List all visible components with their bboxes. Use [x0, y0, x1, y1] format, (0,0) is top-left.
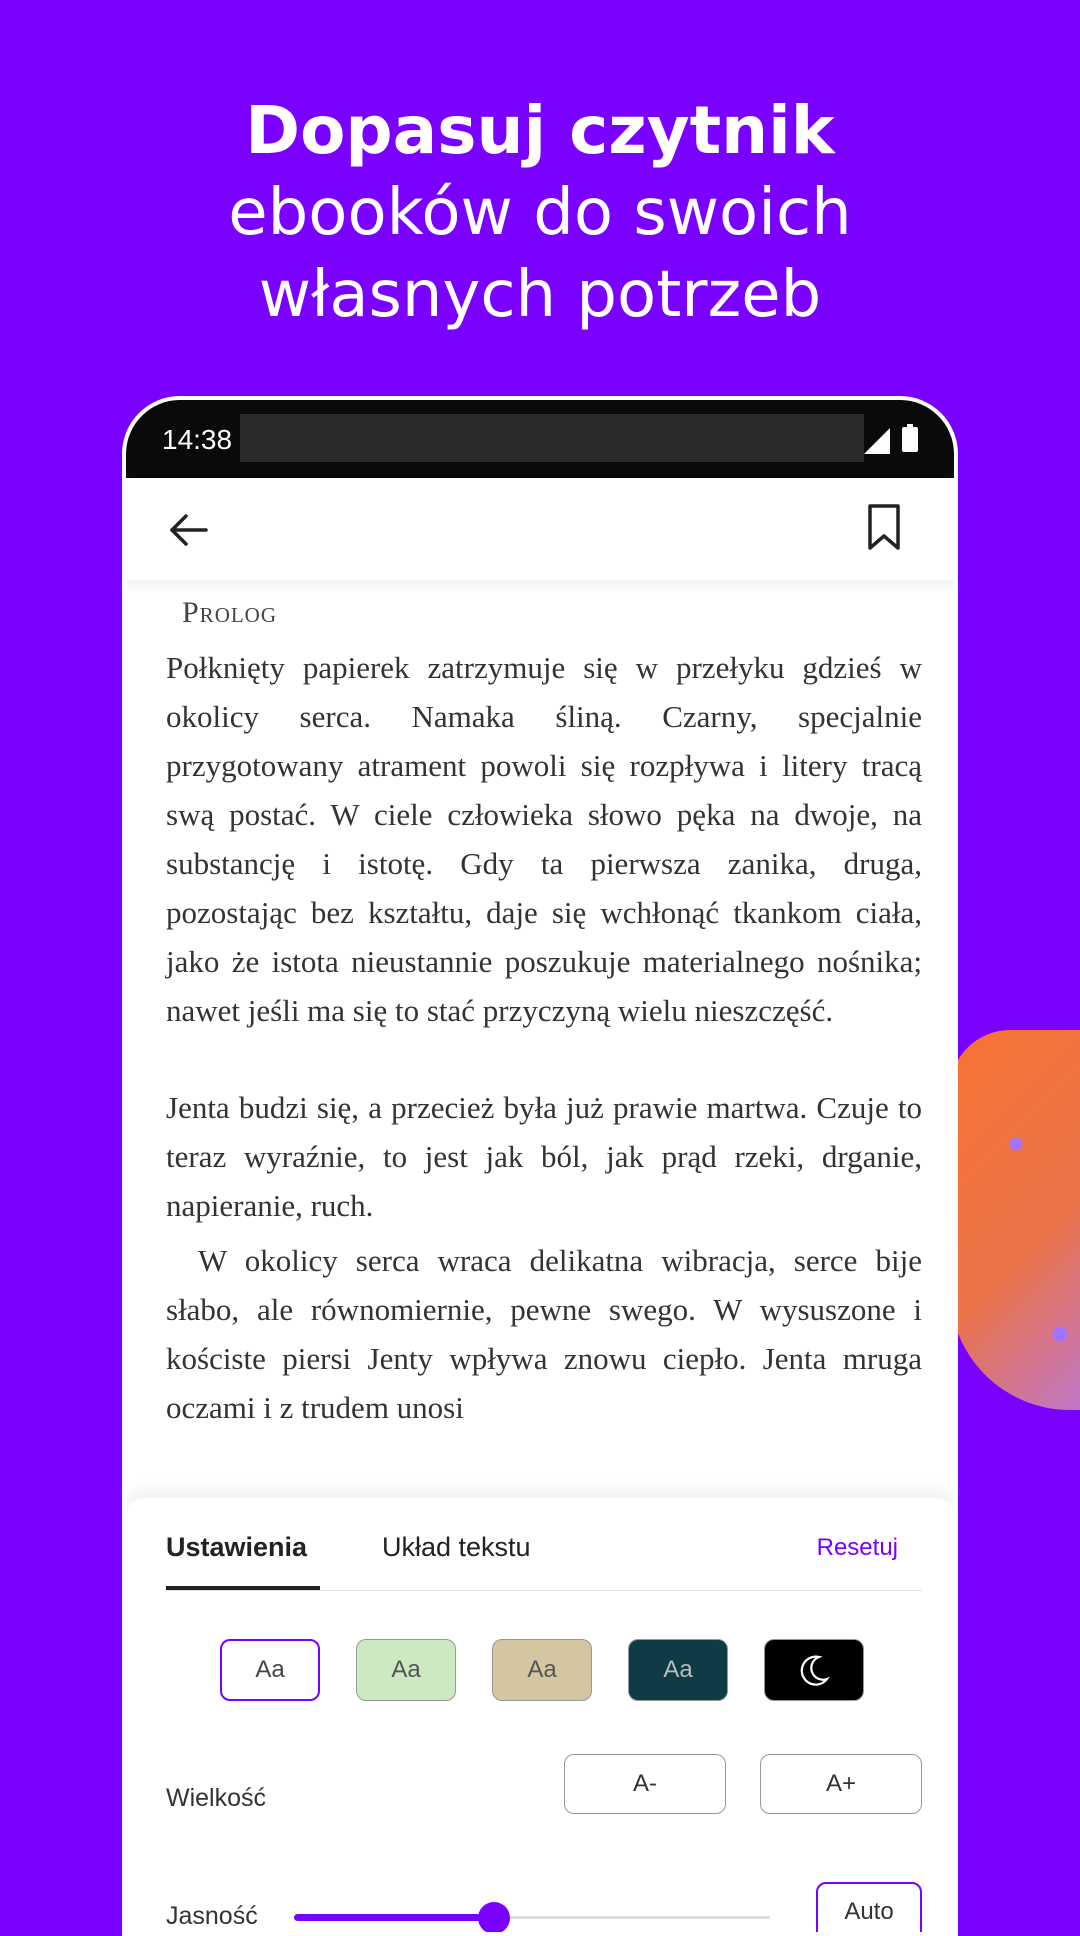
- headline-line2: ebooków do swoich: [228, 176, 852, 250]
- theme-sepia-label: Aa: [527, 1656, 557, 1683]
- arrow-left-icon[interactable]: [166, 508, 210, 552]
- brightness-label: Jasność: [166, 1902, 258, 1930]
- book-text: [166, 588, 922, 1432]
- theme-teal-button[interactable]: [628, 1639, 728, 1701]
- tab-divider: [166, 1590, 922, 1591]
- reader-settings-sheet: [126, 1498, 954, 1936]
- tab-settings[interactable]: Ustawienia: [166, 1532, 308, 1562]
- theme-white-button[interactable]: [220, 1639, 320, 1701]
- phone-frame: [122, 396, 958, 1936]
- increase-font-button[interactable]: A+: [760, 1754, 922, 1814]
- paragraph: Jenta budzi się, a przecież była już prawie martwa. Czuje to teraz wyraźnie, to jest jak ból, jak prąd rzeki, drganie, napieranie, ruch.: [166, 1090, 922, 1223]
- reset-button[interactable]: Resetuj: [816, 1534, 898, 1561]
- auto-brightness-button[interactable]: Auto: [816, 1882, 922, 1936]
- active-tab-indicator: [166, 1586, 320, 1590]
- status-bar: [126, 400, 954, 478]
- bookmark-icon[interactable]: [864, 502, 904, 552]
- paragraph: W okolicy serca wraca delikatna wibracja, serce bije słabo, ale równomiernie, pewne swego. W wysuszone i kościste piersi Jenty wpływa znowu ciepło. Jenta mruga oczami i z trudem unosi: [166, 1243, 922, 1425]
- decorative-paint-splash: [950, 1030, 1080, 1410]
- headline-line3: własnych potrzeb: [258, 258, 822, 332]
- headline: [0, 90, 1080, 336]
- tab-text-layout[interactable]: Układ tekstu: [382, 1532, 531, 1562]
- decrease-font-button[interactable]: A-: [564, 1754, 726, 1814]
- status-time: 14:38: [162, 424, 233, 455]
- theme-white-label: Aa: [255, 1656, 285, 1683]
- moon-icon: [797, 1653, 831, 1687]
- font-size-label: Wielkość: [166, 1784, 267, 1812]
- chapter-title: Prolog: [182, 596, 278, 629]
- brightness-slider-thumb[interactable]: [478, 1902, 510, 1934]
- reader-app-bar: [126, 478, 954, 580]
- signal-icon: [864, 428, 890, 454]
- status-notification-area: [240, 414, 864, 462]
- brightness-slider[interactable]: [294, 1916, 770, 1919]
- theme-night-button[interactable]: [764, 1639, 864, 1701]
- battery-icon: [902, 424, 918, 452]
- theme-sepia-button[interactable]: [492, 1639, 592, 1701]
- theme-green-button[interactable]: [356, 1639, 456, 1701]
- theme-green-label: Aa: [391, 1656, 421, 1683]
- headline-line1: Dopasuj czytnik: [245, 92, 835, 169]
- paragraph: Połknięty papierek zatrzymuje się w przełyku gdzieś w okolicy serca. Namaka śliną. Czarny, specjalnie przygotowany atrament powoli się rozpływa i litery tracą swą postać. W ciele człowieka słowo pęka na dwoje, na substancję i istotę. Gdy ta pierwsza zanika, druga, pozostając bez kształtu, daje się wchłonąć tkankom ciała, jako że istota nieustannie poszukuje materialnego nośnika; nawet jeśli ma się to stać przyczyną wielu nieszczęść.: [166, 650, 922, 1028]
- theme-teal-label: Aa: [663, 1656, 693, 1683]
